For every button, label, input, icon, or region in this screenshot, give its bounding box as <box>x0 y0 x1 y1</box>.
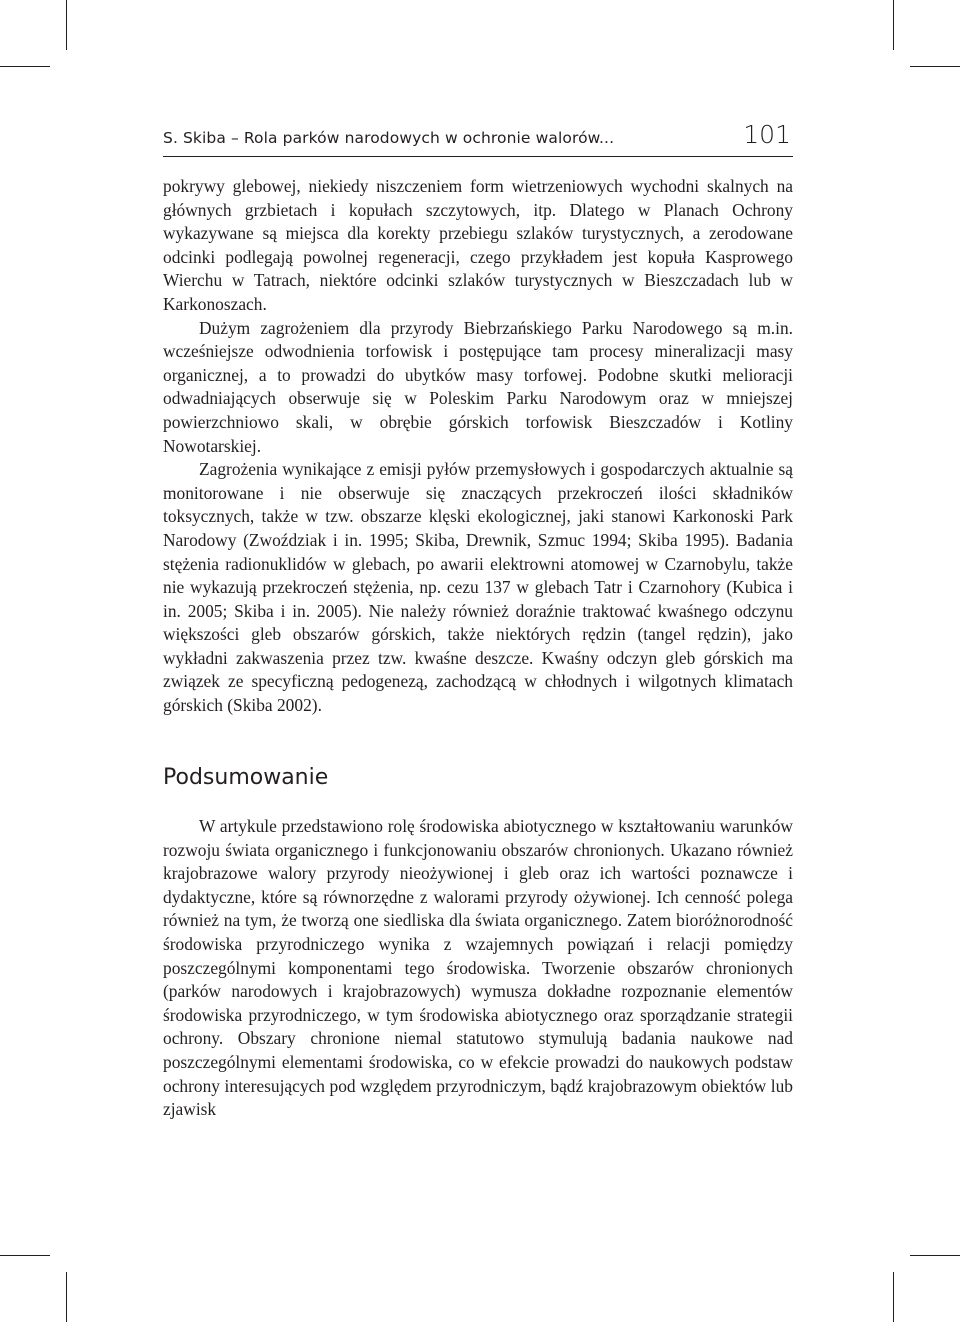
crop-mark-bottom-left-horizontal <box>0 1255 50 1256</box>
paragraph-summary: W artykule przedstawiono rolę środowiska abiotycznego w kształtowaniu warunków rozwoju świata organicznego i funkcjonowaniu obszarów chronionych. Ukazano również krajobrazowe walory przyrody nieożywionej i gleb oraz ich wartości poznawcze i dydaktyczne, które są równorzędne z walorami przyrody ożywionej. Ich cenność polega również na tym, że tworzą one siedliska dla świata organicznego. Zatem bioróżnorodność środowiska przyrodniczego wynika z wzajemnych powiązań i relacji pomiędzy poszczególnymi komponentami tego środowiska. Tworzenie obszarów chronionych (parków narodowych i krajobrazowych) wymusza dokładne rozpoznanie elementów środowiska przyrodniczego, w tym środowiska abiotycznego oraz sporządzanie strategii ochrony. Obszary chronione niemal statutowo stymulują badania naukowe nad poszczególnymi elementami środowiska, co w efekcie prowadzi do naukowych podstaw ochrony interesujących pod względem przyrodniczym, bądź krajobrazowym obiektów lub zjawisk <box>163 816 793 1120</box>
paragraph-continuation: pokrywy glebowej, niekiedy niszczeniem form wietrzeniowych wychodni skalnych na głównych grzbietach i kopułach szczytowych, itp. Dlatego w Planach Ochrony wykazywane są miejsca dla korekty przebiegu szlaków turystycznych, a zerodowane odcinki podlegają powolnej regeneracji, czego przykładem jest kopuła Kasprowego Wierchu w Tatrach, niektóre odcinki szlaków turystycznych w Bieszczadach lub w Karkonoszach. <box>163 176 793 314</box>
crop-mark-bottom-right-horizontal <box>910 1255 960 1256</box>
paragraph-emissions: Zagrożenia wynikające z emisji pyłów przemysłowych i gospodarczych aktualnie są monitorowane i nie obserwuje się znaczących przekroczeń ilości składników toksycznych, także w tzw. obszarze klęski ekologicznej, jaki stanowi Karkonoski Park Narodowy (Zwoździak i in. 1995; Skiba, Drewnik, Szmuc 1994; Skiba 1995). Badania stężenia radionuklidów w glebach, po awarii elektrowni atomowej w Czarnobylu, także nie wykazują przekroczeń stężenia, np. cezu 137 w glebach Tatr i Czarnohory (Kubica i in. 2005; Skiba i in. 2005). Nie należy również doraźnie traktować kwaśnego odczynu większości gleb obszarów górskich, także niektórych rędzin (tangel rędzin), jako wykładni zakwaszenia przez tzw. kwaśne deszcze. Kwaśny odczyn gleb górskich ma związek ze specyficzną pedogenezą, zachodzącą w chłodnych i wilgotnych klimatach górskich (Skiba 2002). <box>163 459 793 716</box>
summary-text-block <box>163 815 793 1122</box>
running-title: S. Skiba – Rola parków narodowych w ochronie walorów... <box>163 129 615 147</box>
page-number: 101 <box>743 120 791 149</box>
crop-mark-top-right-vertical <box>893 0 894 50</box>
crop-mark-bottom-right-vertical <box>893 1272 894 1322</box>
main-text-block <box>163 175 793 718</box>
crop-mark-top-right-horizontal <box>910 66 960 67</box>
crop-mark-top-left-horizontal <box>0 66 50 67</box>
paragraph-biebrza: Dużym zagrożeniem dla przyrody Biebrzańskiego Parku Narodowego są m.in. wcześniejsze odwodnienia torfowisk i postępujące tam procesy mineralizacji masy organicznej, a to prowadzi do ubytków masy torfowej. Podobne skutki melioracji odwadniających obserwuje się w Poleskim Parku Narodowym oraz w mniejszej powierzchniowo skali, w obrębie górskich torfowisk Bieszczadów i Kotliny Nowotarskiej. <box>163 317 793 456</box>
crop-mark-top-left-vertical <box>66 0 67 50</box>
running-header <box>163 120 793 157</box>
section-heading-summary: Podsumowanie <box>163 765 329 790</box>
crop-mark-bottom-left-vertical <box>66 1272 67 1322</box>
